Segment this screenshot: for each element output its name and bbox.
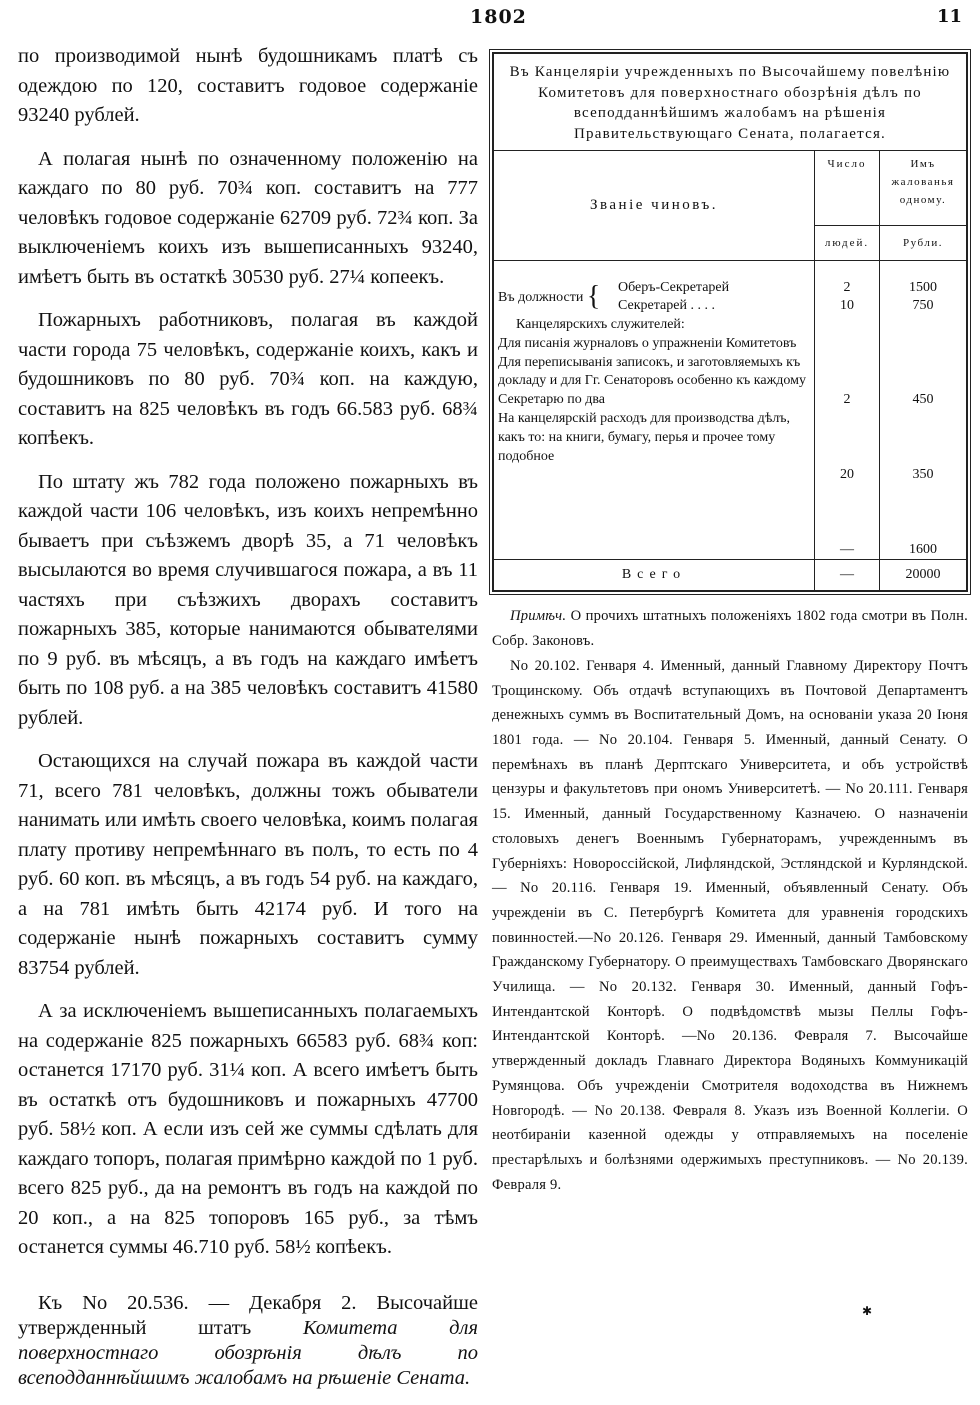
rank-label: Оберъ-Секретарей <box>618 279 730 295</box>
paragraph: по производимой нынѣ будошникамъ платѣ съ одеждою по 120, составитъ годовое содержаніе 93240 рублей. <box>18 45 478 126</box>
paragraph: А полагая нынѣ по означенному положенію на каждаго по 80 руб. 70¾ коп. составитъ на 777 человѣкъ годовое содержаніе 62709 руб. 72¾ коп. За выключеніемъ коихъ изъ вышеписанныхъ 93240, имѣетъ быть въ остаткѣ 30530 руб. 27¼ копеекъ. <box>18 147 478 288</box>
column-header-salary: Имъ жалованья одному. <box>891 158 955 206</box>
brace-glyph: { <box>586 280 601 312</box>
table-row <box>498 279 810 317</box>
total-row <box>494 560 966 591</box>
rank-label: На канцелярскій расходъ для производства дѣлъ, какъ то: на книги, бумагу, перья и прочее тому подобное <box>498 411 791 464</box>
note-lead: Примѣч. <box>510 608 567 625</box>
salary-value: 1500 <box>909 279 937 295</box>
decree-list-paragraph: No 20.102. Генваря 4. Именный, данный Главному Директору Почтъ Трощинскому. Объ отдачѣ вступающихъ въ Почтовой Департаментъ денежныхъ суммъ въ Воспитательный Домъ, на основаніи указа 20 Іюня 1801 года. — No 20.104. Генваря 5. Именный, данный Сенату. О перемѣнахъ въ планѣ Дерптскаго Университета, и объ устройствѣ цензуры и факультетовъ при ономъ Университетѣ. — No 20.111. Генваря 15. Именный, данный Государственному Казначею. О назначеніи столовыхъ денегъ Военнымъ Губернаторамъ, учрежденнымъ въ Губерніяхъ: Новороссійской, Лифляндской, Эстляндской и Курляндской. — No 20.116. Генваря 19. Именный, объявленный Сенату. Объ учрежденіи въ С. Петербургѣ Комитета для уравненія городскихъ повинностей.—No 20.126. Генваря 29. Именный, данный Тамбовскому Гражданскому Губернатору. О преимуществахъ Тамбовскаго Дворянскаго Училища. — No 20.132. Генваря 30. Именный, данный Гофъ-Интендантской Конторѣ. О подвѣдомствѣ мызы Пеллы Гофъ-Интендантской Конторѣ. —No 20.136. Февраля 7. Высочайше утвержденный докладъ Главнаго Директора Водяныхъ Коммуникацій Румянцова. Объ учрежденіи Смотрителя водоходства въ Нижнемъ Новгородѣ. — No 20.138. Февраля 8. Указъ изъ Военной Коллегіи. О неотбираніи казенной одежды у отправляемыхъ на поселеніе престарѣлыхъ и болѣзнями одержимыхъ преступниковъ. — No 20.139. Февраля 9. <box>492 657 968 1193</box>
number-value: 20 <box>840 466 854 482</box>
rank-label: Для переписыванія записокъ, и заготовляемыхъ къ докладу и для Гг. Сенаторовъ особенно къ каждому Секретарю по два <box>498 354 806 408</box>
salary-value: 750 <box>912 298 934 314</box>
number-value: 2 <box>843 279 851 295</box>
decree-date: — Декабря 2. Высочайше утвержденный штатъ <box>18 1291 479 1339</box>
salary-cell <box>880 260 967 560</box>
paragraph: По штату жъ 782 года положено пожарныхъ въ каждой части 106 человѣкъ, изъ коихъ непремѣнно бываетъ при съѣзжемъ дворѣ 35, а 71 человѣкъ высылаются во время случившагося пожара, а въ 11 частяхъ при съѣзжихъ дворахъ составитъ пожарныхъ 385, которые нанимаются обывателями по 9 руб. въ мѣсяцъ, а въ годъ на каждаго имѣетъ быть по 108 руб. а на 385 человѣкъ составитъ 41580 рублей. <box>18 470 478 729</box>
column-header-number: Число <box>815 151 880 225</box>
column-header-rank: Званіе чиновъ. <box>494 151 815 260</box>
page-header <box>0 6 980 32</box>
paragraph: Остающихся на случай пожара въ каждой части 71, всего 781 человѣкъ, должны тожъ обыватели нанимать или имѣть своего человѣка, коимъ полагая плату противу непремѣннаго въ полъ, то есть по 4 руб. 60 коп. въ мѣсяцъ, а въ годъ 54 руб. на каждаго, а на 781 имѣть быть 42174 руб. И того на содержаніе нынѣ пожарныхъ составитъ сумму 83754 рублей. <box>18 750 478 979</box>
rank-cell <box>494 260 815 560</box>
clerks-heading: Канцелярскихъ служителей: <box>516 317 685 333</box>
group-label: Въ должности <box>498 289 584 305</box>
total-salary: 20000 <box>880 560 967 591</box>
total-label: Всего <box>494 560 815 591</box>
table-body-row <box>494 260 966 560</box>
note-text: О прочихъ штатныхъ положеніяхъ 1802 года смотри въ Полн. Собр. Законовъ. <box>492 608 968 650</box>
salary-value: 450 <box>912 392 934 408</box>
table-header-row <box>494 151 966 225</box>
column-subheader-people: людей. <box>815 225 880 260</box>
number-value: 2 <box>843 392 851 408</box>
number-cell <box>815 260 880 560</box>
rank-label: Секретарей . . . . <box>618 298 715 314</box>
salary-value: 350 <box>912 466 934 482</box>
paragraph: А за исключеніемъ вышеписанныхъ полагаемыхъ на содержаніе 825 пожарныхъ 66583 руб. 68¾ коп: останется 17170 руб. 31¼ коп. А всего имѣетъ быть въ остаткѣ отъ будошниковъ и пожарныхъ 47700 руб. 58½ коп. А если изъ сей же суммы сдѣлать для каждаго топоръ, полагая примѣрно каждой по 1 руб. всего 825 руб., да на ремонтъ въ годъ на каждой по 20 коп., а на 825 топоровъ 165 руб., за тѣмъ останется суммы 46.710 руб. 58½ копѣекъ. <box>18 1000 478 1258</box>
number-value: — <box>840 541 854 557</box>
decree-title: Комитета для поверхностнаго обозрѣнія дѣлъ по всеподданнѣйшимъ жалобамъ на рѣшеніе Сената. <box>18 1316 478 1389</box>
staff-table <box>494 151 966 590</box>
column-subheader-rubles: Рубли. <box>880 225 967 260</box>
rank-label: Для писанія журналовъ о упражненіи Комитетовъ <box>498 335 797 351</box>
staff-table-box <box>492 52 968 592</box>
left-column <box>18 42 478 1405</box>
salary-value: 1600 <box>909 541 937 557</box>
staff-decree-entry <box>18 1291 478 1391</box>
paragraph: Пожарныхъ работниковъ, полагая въ каждой части города 75 человѣкъ, содержаніе коихъ, какъ и будошниковъ по 80 руб. 70¾ коп. на каждую, составитъ на 825 человѣкъ въ годъ 66.583 руб. 68¾ копѣекъ. <box>18 309 478 449</box>
staff-table-title: Въ Канцеляріи учрежденныхъ по Высочайшему повелѣнію Комитетовъ для поверхностнаго обозрѣнія дѣлъ по всеподданнѣйшимъ жалобамъ на рѣшенія Правительствующаго Сената, полагается. <box>494 54 966 151</box>
right-text <box>492 604 968 1197</box>
note-paragraph <box>492 604 968 653</box>
right-column <box>492 52 968 1197</box>
asterisk-mark: ✱ <box>862 1304 873 1318</box>
page-number: 11 <box>936 6 962 27</box>
year-heading: 1802 <box>470 6 527 28</box>
number-value: 10 <box>840 298 854 314</box>
total-number: — <box>815 560 880 591</box>
decree-number: Къ No 20.536. <box>38 1291 189 1314</box>
